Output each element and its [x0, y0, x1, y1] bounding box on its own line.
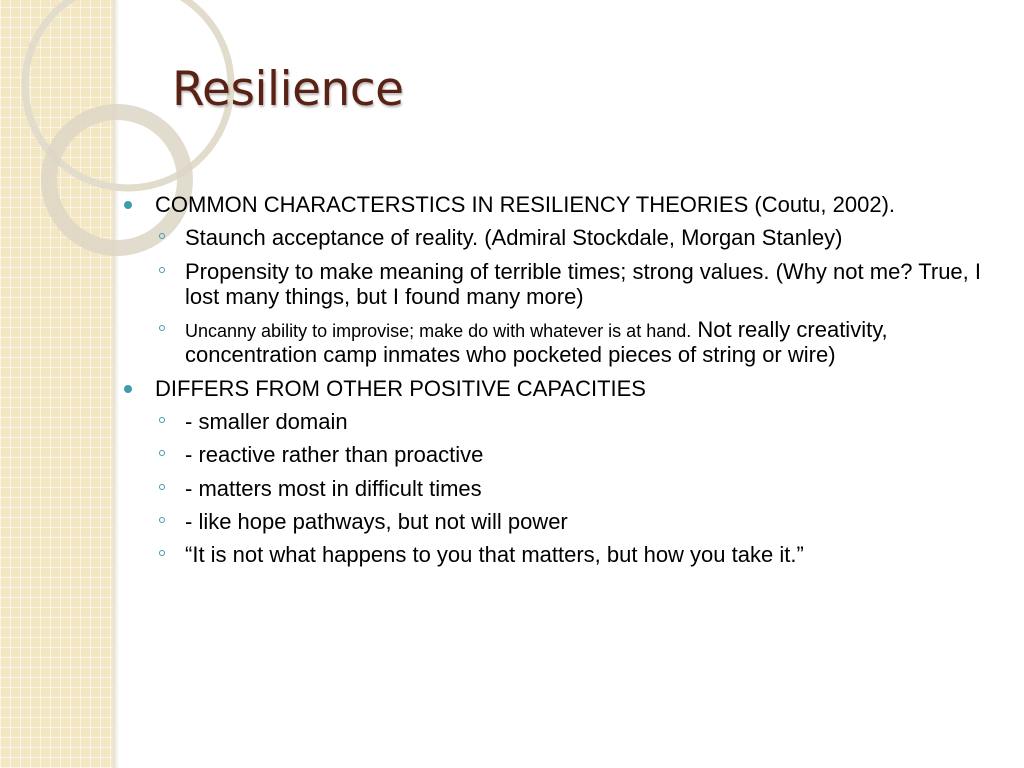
bullet-common-characteristics: [120, 192, 1018, 217]
bullet-differs: [120, 376, 1018, 401]
sub-bullet-hope-pathways: [120, 509, 1018, 534]
sub-bullet-text: - reactive rather than proactive: [185, 442, 484, 468]
bullet-ring-icon: [159, 484, 165, 490]
sub-bullet-text: “It is not what happens to you that matters, but how you take it.”: [185, 542, 804, 568]
sub-bullet-improvise: [120, 317, 1018, 368]
bullet-text: COMMON CHARACTERSTICS IN RESILIENCY THEORIES (Coutu, 2002).: [155, 192, 896, 217]
bullet-ring-icon: [159, 450, 165, 456]
slide-body: [120, 192, 1018, 576]
sub-bullet-text: Not really creativity, concentration camp inmates who pocketed pieces of string or wire): [185, 317, 888, 368]
sub-bullet-reactive: [120, 442, 1018, 467]
sub-bullet-text: Propensity to make meaning of terrible times; strong values. (Why not me? True, I lost many things, but I found many more): [185, 258, 982, 309]
decorative-rings: [0, 0, 140, 260]
bullet-dot-icon: [124, 385, 132, 393]
sub-bullet-quote: [120, 542, 1018, 567]
bullet-ring-icon: [159, 233, 165, 239]
sub-bullet-acceptance: [120, 225, 1018, 250]
bullet-dot-icon: [124, 201, 132, 209]
bullet-ring-icon: [159, 325, 165, 331]
slide-title: Resilience: [172, 62, 404, 117]
bullet-ring-icon: [159, 517, 165, 523]
sub-bullet-text-small: Uncanny ability to improvise; make do with whatever is at hand.: [185, 321, 692, 342]
sub-bullet-text: - like hope pathways, but not will power: [185, 508, 568, 534]
sub-bullet-text: - matters most in difficult times: [185, 475, 482, 501]
sub-bullet-text: Staunch acceptance of reality. (Admiral Stockdale, Morgan Stanley): [185, 225, 843, 251]
bullet-text: DIFFERS FROM OTHER POSITIVE CAPACITIES: [155, 375, 646, 401]
sub-bullet-meaning: [120, 259, 1018, 310]
bullet-ring-icon: [159, 267, 165, 273]
bullet-ring-icon: [159, 550, 165, 556]
bullet-ring-icon: [159, 417, 165, 423]
sub-bullet-smaller-domain: [120, 409, 1018, 434]
sub-bullet-text: - smaller domain: [185, 409, 348, 435]
sub-bullet-difficult-times: [120, 476, 1018, 501]
